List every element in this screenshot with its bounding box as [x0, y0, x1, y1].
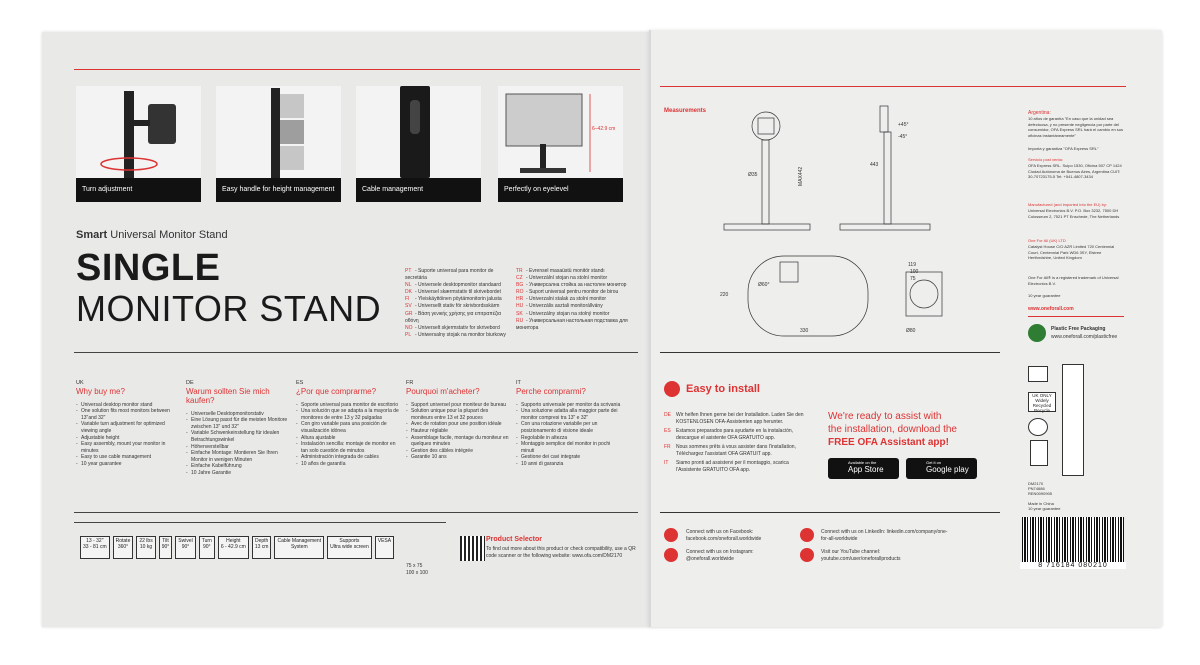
svg-text:Ø35: Ø35 — [748, 172, 758, 178]
spec-icon — [175, 536, 195, 559]
language-code: SK — [516, 310, 523, 317]
language-code: GR — [405, 310, 413, 317]
why-item: - Soporte universal para monitor de escritorio — [296, 402, 401, 409]
why-lang-code: DE — [186, 380, 194, 386]
language-code: HU — [516, 303, 524, 310]
panel-fold — [649, 30, 651, 627]
why-lang-code: IT — [516, 380, 521, 386]
divider — [74, 352, 638, 353]
barcode-number: 8 716184 080210 — [1020, 562, 1126, 569]
website-link[interactable]: www.oneforall.com — [1028, 306, 1074, 312]
language-line — [405, 289, 515, 296]
language-text: - Univerzálny stojan na stolný monitor — [526, 310, 610, 317]
easy-lang-code: IT — [664, 460, 669, 466]
subtitle-text: Universal Monitor Stand — [110, 229, 228, 241]
why-item: - Hauteur réglable — [406, 428, 511, 435]
why-lang-code: UK — [76, 380, 84, 386]
language-line — [405, 303, 515, 310]
svg-text:Ø60°: Ø60° — [758, 282, 770, 288]
vesa-size-1: 75 x 75 — [406, 563, 423, 569]
why-item: - Einfache Kabelführung — [186, 463, 291, 470]
language-line — [516, 296, 646, 303]
linkedin-icon[interactable] — [800, 528, 814, 542]
why-item: - Una solución que se adapta a la mayoría de monitores de entre 13 y 32 pulgadas — [296, 408, 401, 421]
divider — [660, 352, 1000, 353]
spec-label: Height — [226, 538, 241, 544]
spec-value: 6 - 42.9 cm — [220, 544, 246, 550]
app-store-badge[interactable] — [828, 458, 899, 479]
language-code: CZ — [516, 275, 523, 282]
why-list — [516, 402, 621, 468]
svg-text:-45°: -45° — [898, 134, 908, 140]
red-divider — [1028, 316, 1124, 317]
feature-caption: Turn adjustment — [76, 178, 201, 202]
ready-line2: the installation, download the — [828, 424, 957, 435]
why-item: - Easy to use cable management — [76, 454, 181, 461]
language-line — [516, 303, 646, 310]
feature-thumb-eyelevel — [498, 86, 623, 202]
model-code: DM2170 — [1028, 481, 1044, 486]
svg-text:330: 330 — [800, 328, 809, 334]
brand-smart: Smart — [76, 229, 108, 241]
why-question: Why buy me? — [76, 386, 125, 396]
why-question: Pourquoi m'acheter? — [406, 386, 480, 396]
why-question: Perche comprarmi? — [516, 386, 586, 396]
service-text: OFA Express SRL. Suipo 1530, Oficina 507 CP 1424 Ciudad Autónoma de Buenos Aires, Argentina CUIT: 30-70723175-5 Tel: +541-4807-3434 — [1028, 163, 1122, 179]
spec-value: 90° — [181, 544, 190, 550]
argentina-title: Argentina: — [1028, 110, 1051, 116]
divider — [660, 512, 1000, 513]
language-line — [405, 311, 515, 325]
why-item: - 10 años de garantía — [296, 461, 401, 468]
feature-thumb-cable — [356, 86, 481, 202]
linkedin-text[interactable]: Connect with us on LinkedIn: linkedin.com/company/one-for-all-worldwide — [821, 529, 948, 542]
language-text: - Βάση γενικής χρήσης για επιτραπέζια οθόνη — [405, 310, 502, 324]
why-column — [296, 380, 401, 468]
why-item: - Variable turn adjustment for optimized viewing angle — [76, 421, 181, 434]
why-item: - Assemblage facile, montage du moniteur en quelques minutes — [406, 435, 511, 448]
why-item: - Con giro variable para una posición de visualización idónea — [296, 421, 401, 434]
spec-value: 33 - 81 cm — [83, 544, 107, 550]
spec-value: 90° — [202, 544, 211, 550]
svg-text:MAX442: MAX442 — [798, 166, 804, 186]
why-item: - Eine Lösung passt für die meisten Monitore zwischen 13" und 32" — [186, 417, 291, 430]
language-code: BG — [516, 282, 524, 289]
recycling-instructions-icon — [1062, 364, 1084, 476]
spec-label: Depth — [254, 538, 269, 544]
easy-install-title: Easy to install — [686, 383, 760, 395]
easy-text: Wir helfen Ihnen gerne bei der Installation. Laden Sie den KOSTENLOSEN OFA-Assistenten app herunter. — [676, 412, 804, 425]
why-lang-code: ES — [296, 380, 304, 386]
language-text: - Универсальная настольная подставка для монитора — [516, 317, 628, 331]
service-title: Servicio post venta: — [1028, 157, 1063, 162]
product-subtitle — [76, 229, 228, 241]
guarantee-small: 10 year guarantee — [1028, 506, 1061, 512]
language-text: - Universele desktopmonitor standaard — [415, 282, 501, 289]
easy-lang-code: ES — [664, 428, 671, 434]
vesa-size-2: 100 x 100 — [406, 570, 428, 576]
why-column — [516, 380, 621, 468]
why-item: - 10 Jahre Garantie — [186, 470, 291, 477]
language-line — [405, 325, 515, 332]
why-list — [406, 402, 511, 461]
why-item: - Regolabile in altezza — [516, 435, 621, 442]
why-column — [76, 380, 181, 468]
google-play-badge[interactable] — [906, 458, 977, 479]
green-dot-icon — [1028, 418, 1048, 436]
uk-only: UK ONLY — [1032, 393, 1052, 398]
spec-value: 90° — [161, 544, 170, 550]
plastic-free-url: www.oneforall.com/plasticfree — [1051, 334, 1118, 340]
spec-icon — [375, 536, 394, 559]
language-text: - Suporte universal para monitor de secretária — [405, 268, 494, 282]
why-item: - Solution unique pour la plupart des moniteurs entre 13 et 32 pouces — [406, 408, 511, 421]
uk-text: Catalyst House C/O AZR Limited 720 Centennial Court, Centennial Park WD6 3SY, Elstree Hertfordshire, United Kingdom — [1028, 244, 1115, 260]
language-text: - Uniwersalny stojak na monitor biurkowy — [415, 331, 506, 338]
why-item: - Supporto universale per monitor da scrivania — [516, 402, 621, 409]
language-line — [516, 318, 646, 332]
why-item: - Gestion des câbles intégrée — [406, 448, 511, 455]
easy-text: Estamos preparados para ayudarte en la instalación, descargue el asistente OFA GRATUITO app. — [676, 428, 794, 441]
spec-label: 13 - 32" — [86, 538, 104, 544]
spec-icon — [199, 536, 215, 559]
divider — [74, 512, 638, 513]
language-code: PL — [405, 331, 412, 338]
svg-text:220: 220 — [720, 292, 729, 298]
ready-line1: We're ready to assist with — [828, 411, 942, 422]
why-item: - 10 year guarantee — [76, 461, 181, 468]
spec-value: 13 cm — [254, 544, 269, 550]
importa-text: Importa y garantiza "OFA Express SRL" — [1028, 146, 1099, 151]
ready-line3: FREE OFA Assistant app! — [828, 437, 949, 448]
why-item: - Instalación sencilla: montaje de monitor en tan solo cuestión de minutos — [296, 441, 401, 454]
spec-icon — [274, 536, 324, 559]
svg-text:75: 75 — [910, 276, 916, 282]
facebook-text[interactable]: Connect with us on Facebook: facebook.com/oneforall.worldwide — [686, 529, 762, 542]
mfg-title: Manufactured (and imported into the EU) by: — [1028, 202, 1107, 207]
top-red-line-right — [660, 86, 1126, 87]
product-title-line2: MONITOR STAND — [76, 288, 382, 329]
language-list-left — [405, 268, 515, 339]
spec-label: Turn — [201, 538, 212, 544]
made-in: Made in China — [1028, 501, 1054, 506]
why-item: - Einfache Montage: Montieren Sie Ihren Monitor in wenigen Minuten — [186, 450, 291, 463]
svg-text:119: 119 — [908, 262, 916, 268]
spec-value: 360° — [117, 544, 129, 550]
language-text: - Univerzalni stalak za stolni monitor — [526, 296, 607, 303]
google-play-label: Google play — [926, 465, 969, 474]
language-list-right — [516, 268, 646, 332]
easy-text: Siamo pronti ad assistervi per il montaggio, scarica l'Assistente GRATUITO OFA app. — [676, 460, 789, 473]
spec-icon — [113, 536, 134, 559]
why-item: - Gestione dei cavi integrate — [516, 454, 621, 461]
technical-drawing — [700, 96, 1000, 346]
svg-text:100: 100 — [910, 269, 919, 275]
feature-caption: Cable management — [356, 178, 481, 202]
why-question: Warum sollten Sie mich kaufen? — [186, 386, 270, 405]
language-text: - Evrensel masaüstü monitör standı — [526, 268, 605, 274]
language-line — [405, 282, 515, 289]
uk-title: One For All (UK) LTD — [1028, 238, 1066, 243]
recycle-word: Recycle — [1033, 408, 1050, 413]
language-text: - Univerzális asztali monitorállvány — [526, 303, 603, 310]
height-marker: 6–42.9 cm — [592, 126, 616, 132]
language-text: - Универсална стойка за настолен монитор — [526, 282, 627, 289]
why-item: - Variable Schwenkeinstellung für idealen Betrachtungswinkel — [186, 430, 291, 443]
easy-lang-code: DE — [664, 412, 671, 418]
app-store-small: Available on the — [848, 460, 877, 465]
easy-lang-code: FR — [664, 444, 671, 450]
guarantee-text: 10 year guarantee — [1028, 293, 1061, 298]
language-text: - Univerzální stojan na stolní monitor — [526, 275, 608, 282]
why-item: - Support universel pour moniteur de bureau — [406, 402, 511, 409]
language-text: - Universel skærmstativ til skrivebordet — [415, 289, 501, 296]
app-store-label: App Store — [848, 465, 884, 474]
language-line — [405, 296, 515, 303]
why-item: - Altura ajustable — [296, 435, 401, 442]
origin-info — [1028, 501, 1060, 511]
why-list — [186, 411, 291, 477]
language-code: TR — [516, 268, 523, 274]
widely-recycled: Widely Recycled — [1032, 398, 1052, 408]
why-list — [76, 402, 181, 468]
spec-value: 10 kg — [139, 544, 153, 550]
thumbs-up-icon — [664, 381, 680, 397]
why-list — [296, 402, 401, 468]
measurements-title: Measurements — [664, 108, 707, 114]
why-item: - Höhenverstellbar — [186, 444, 291, 451]
language-line — [405, 268, 515, 282]
recycle-label — [1028, 392, 1056, 412]
language-line — [516, 289, 646, 296]
language-text: - Suport universal pentru monitor de birou — [526, 289, 619, 296]
instagram-text[interactable]: Connect with us on Instagram: @oneforall.worldwide — [686, 549, 754, 562]
pn-code: PN74686 — [1028, 486, 1045, 492]
why-item: - Administración integrada de cables — [296, 454, 401, 461]
product-title-line1: SINGLE — [76, 247, 221, 289]
spec-value: Ultra wide screen — [330, 544, 369, 550]
qr-code-icon[interactable] — [460, 536, 485, 561]
spec-icon — [159, 536, 173, 559]
language-code: SV — [405, 303, 412, 310]
language-code: RU — [516, 317, 524, 324]
language-code: NL — [405, 282, 412, 289]
why-item: - Una soluzione adatta alla maggior parte dei monitor compresi tra 13" e 32" — [516, 408, 621, 421]
spec-icon — [80, 536, 110, 559]
svg-text:Ø80: Ø80 — [906, 328, 916, 334]
language-code: NO — [405, 324, 413, 331]
spec-label: Rotate — [115, 538, 131, 544]
spec-icon — [218, 536, 249, 559]
youtube-icon[interactable] — [800, 548, 814, 562]
language-code: DK — [405, 289, 412, 296]
language-code: RO — [516, 289, 524, 296]
feature-thumb-height — [216, 86, 341, 202]
feature-thumb-turn — [76, 86, 201, 202]
google-play-small: Get it on — [926, 460, 942, 465]
triman-icon — [1030, 440, 1048, 466]
spec-label: 22 lbs — [139, 538, 153, 544]
why-item: - Con una rotazione variabile per un posizionamento di visione ideale — [516, 421, 621, 434]
spec-label: Supports — [339, 538, 360, 544]
why-lang-code: FR — [406, 380, 414, 386]
easy-text: Nous sommes prêts à vous assister dans l'installation, Téléchargez l'assistant OFA GRATUIT app. — [676, 444, 796, 457]
why-column — [406, 380, 511, 461]
spec-label: Cable Management — [277, 538, 322, 544]
ready-message — [828, 410, 978, 449]
instagram-icon[interactable] — [664, 548, 678, 562]
spec-label: VESA — [377, 538, 392, 544]
why-item: - Easy assembly, mount your monitor in minutes — [76, 441, 181, 454]
language-line — [405, 332, 515, 339]
spec-icon-row — [80, 536, 394, 559]
language-line — [516, 268, 646, 275]
why-item: - Universal desktop monitor stand — [76, 402, 181, 409]
spec-value: System — [290, 544, 308, 550]
spec-label: Swivel — [178, 538, 193, 544]
recycle-bin-icon — [1028, 366, 1048, 382]
language-text: - Universellt stativ för skrivbordsskärm — [415, 303, 500, 310]
language-code: PT — [405, 268, 412, 274]
feature-caption: Perfectly on eyelevel — [498, 178, 623, 202]
why-column — [186, 380, 291, 477]
facebook-icon[interactable] — [664, 528, 678, 542]
product-selector-title: Product Selector — [486, 536, 543, 543]
language-code: FI — [405, 296, 410, 303]
language-line — [516, 282, 646, 289]
divider — [74, 522, 446, 523]
feature-caption: Easy handle for height management — [216, 178, 341, 202]
model-info — [1028, 481, 1052, 497]
why-item: - Garantie 10 ans — [406, 454, 511, 461]
why-item: - 10 anni di garanzia — [516, 461, 621, 468]
spec-icon — [136, 536, 155, 559]
product-selector-text: To find out more about this product or check compatibility, use a QR code scanner or the following website: www.ofa.com/DM2170 — [486, 546, 636, 559]
top-red-line — [74, 69, 640, 70]
why-item: - Universelle Desktopmonitorstativ — [186, 411, 291, 418]
svg-text:443: 443 — [870, 162, 879, 168]
ref-code: REN0090905 — [1028, 491, 1053, 497]
youtube-text[interactable]: Visit our YouTube channel: youtube.com/user/oneforallproducts — [821, 549, 901, 562]
plastic-free-title: Plastic Free Packaging — [1051, 326, 1106, 332]
language-line — [516, 311, 646, 318]
spec-icon — [252, 536, 272, 559]
spec-label: Tilt — [162, 538, 169, 544]
leaf-icon — [1028, 324, 1046, 342]
mfg-text: Universal Electronics B.V. P.O. Box 3232, 7500 DH Colosseum 2, 7521 PT Enschede, The Netherlands — [1028, 208, 1120, 219]
why-item: - Avec de rotation pour une position idéale — [406, 421, 511, 428]
language-code: HR — [516, 296, 524, 303]
why-item: - Adjustable height — [76, 435, 181, 442]
language-text: - Universelt skjermstativ for skrivebord — [415, 324, 500, 331]
svg-text:+45°: +45° — [898, 122, 909, 128]
why-item: - Montaggio semplice del monitor in pochi minuti — [516, 441, 621, 454]
trademark-text: One For All® is a registered trademark of Universal Electronics B.V. — [1028, 275, 1119, 286]
argentina-text: 10 años de garantía "En caso que la unidad sea defectuosa, y no presente negligencia por parte del consumidor, OFA Express SRL hará el cambio en sus oficinas instantáneamente" — [1028, 116, 1124, 138]
spec-icon — [327, 536, 372, 559]
why-question: ¿Por que comprarme? — [296, 386, 377, 396]
why-item: - One solution fits most monitors between 13"and 32" — [76, 408, 181, 421]
language-text: - Yleiskäyttöinen pöytämonitorin jalusta — [415, 296, 502, 303]
